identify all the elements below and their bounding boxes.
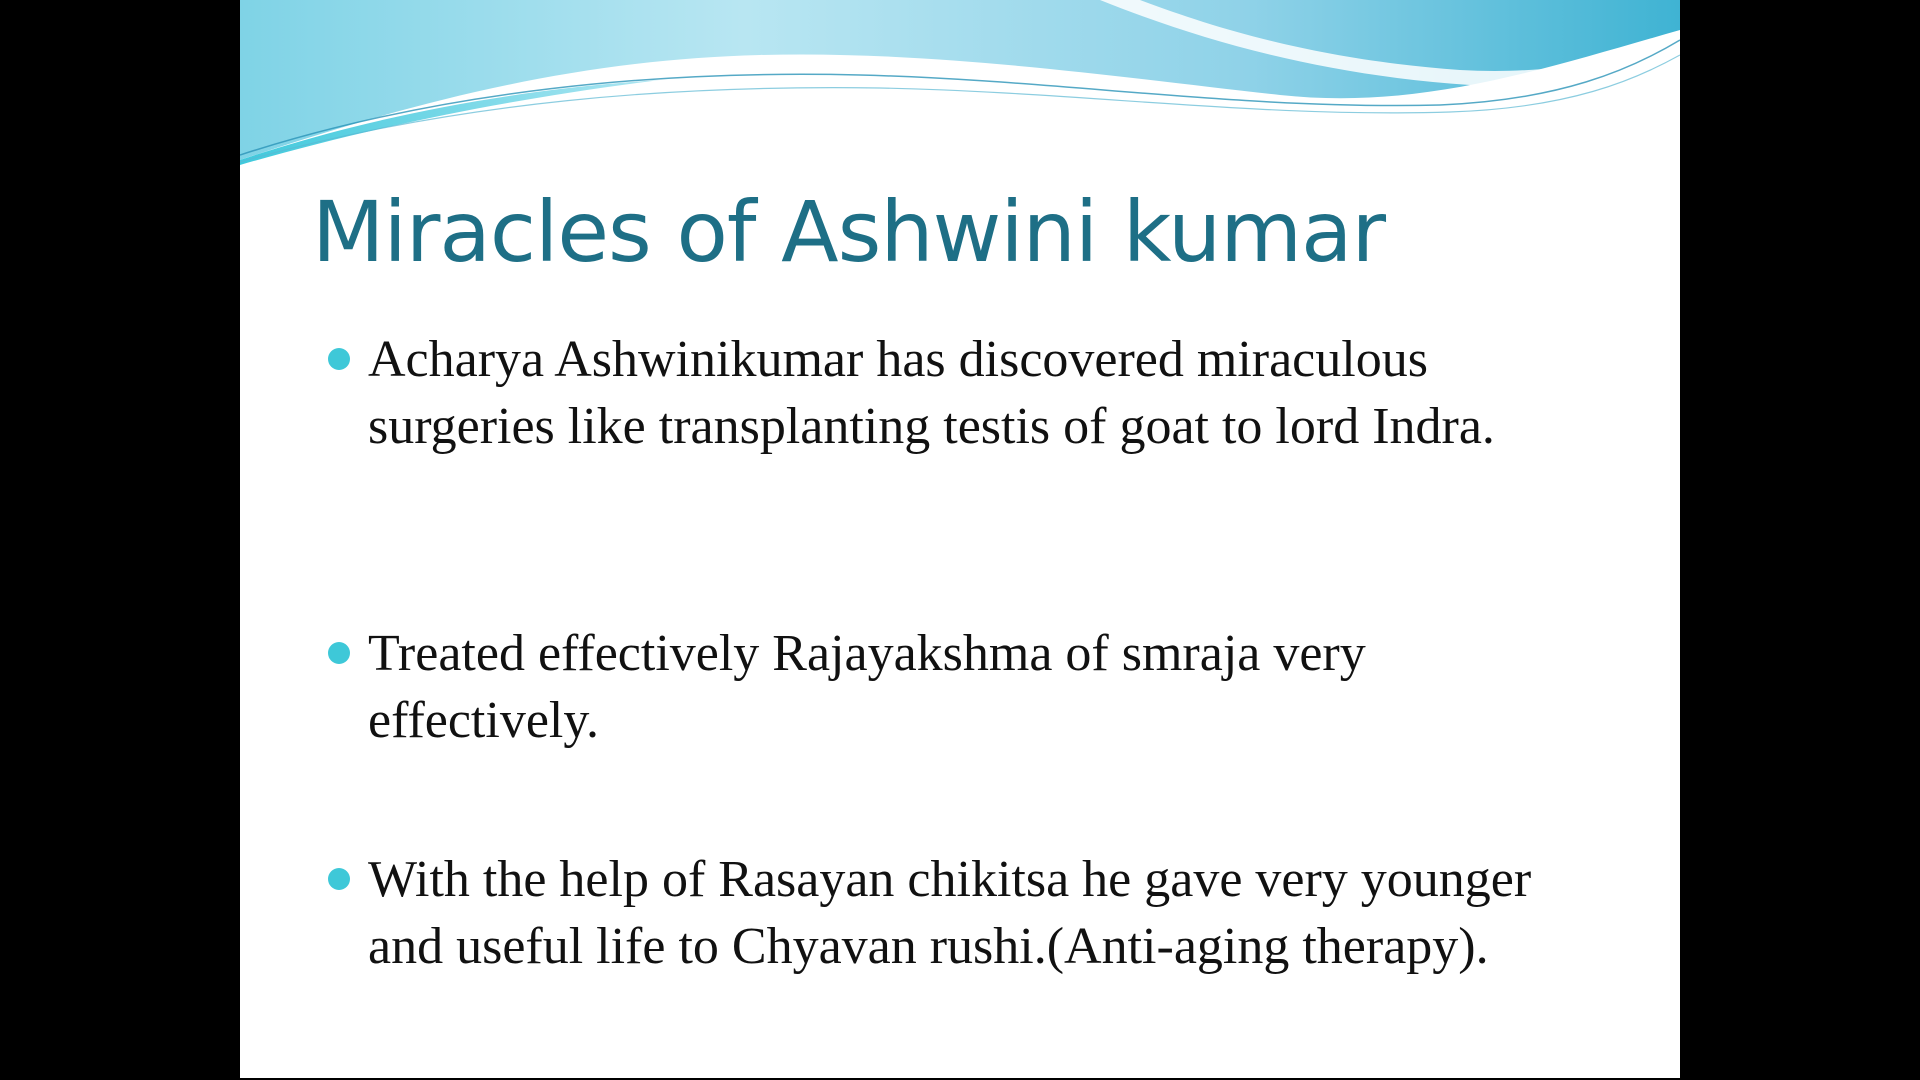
bullet-item: Treated effectively Rajayakshma of smraja very effectively. — [368, 625, 1366, 749]
bullet-dot-icon — [328, 348, 350, 370]
bullet-dot-icon — [328, 642, 350, 664]
slide-title: Miracles of Ashwini kumar — [312, 183, 1386, 281]
bullet-item: Acharya Ashwinikumar has discovered miraculous surgeries like transplanting testis of goat to lord Indra. — [368, 331, 1495, 455]
slide — [240, 0, 1680, 1078]
bullet-item: With the help of Rasayan chikitsa he gave very younger and useful life to Chyavan rushi.(Anti-aging therapy). — [368, 851, 1532, 975]
bullet-dot-icon — [328, 868, 350, 890]
header-wave-decoration — [240, 0, 1680, 170]
